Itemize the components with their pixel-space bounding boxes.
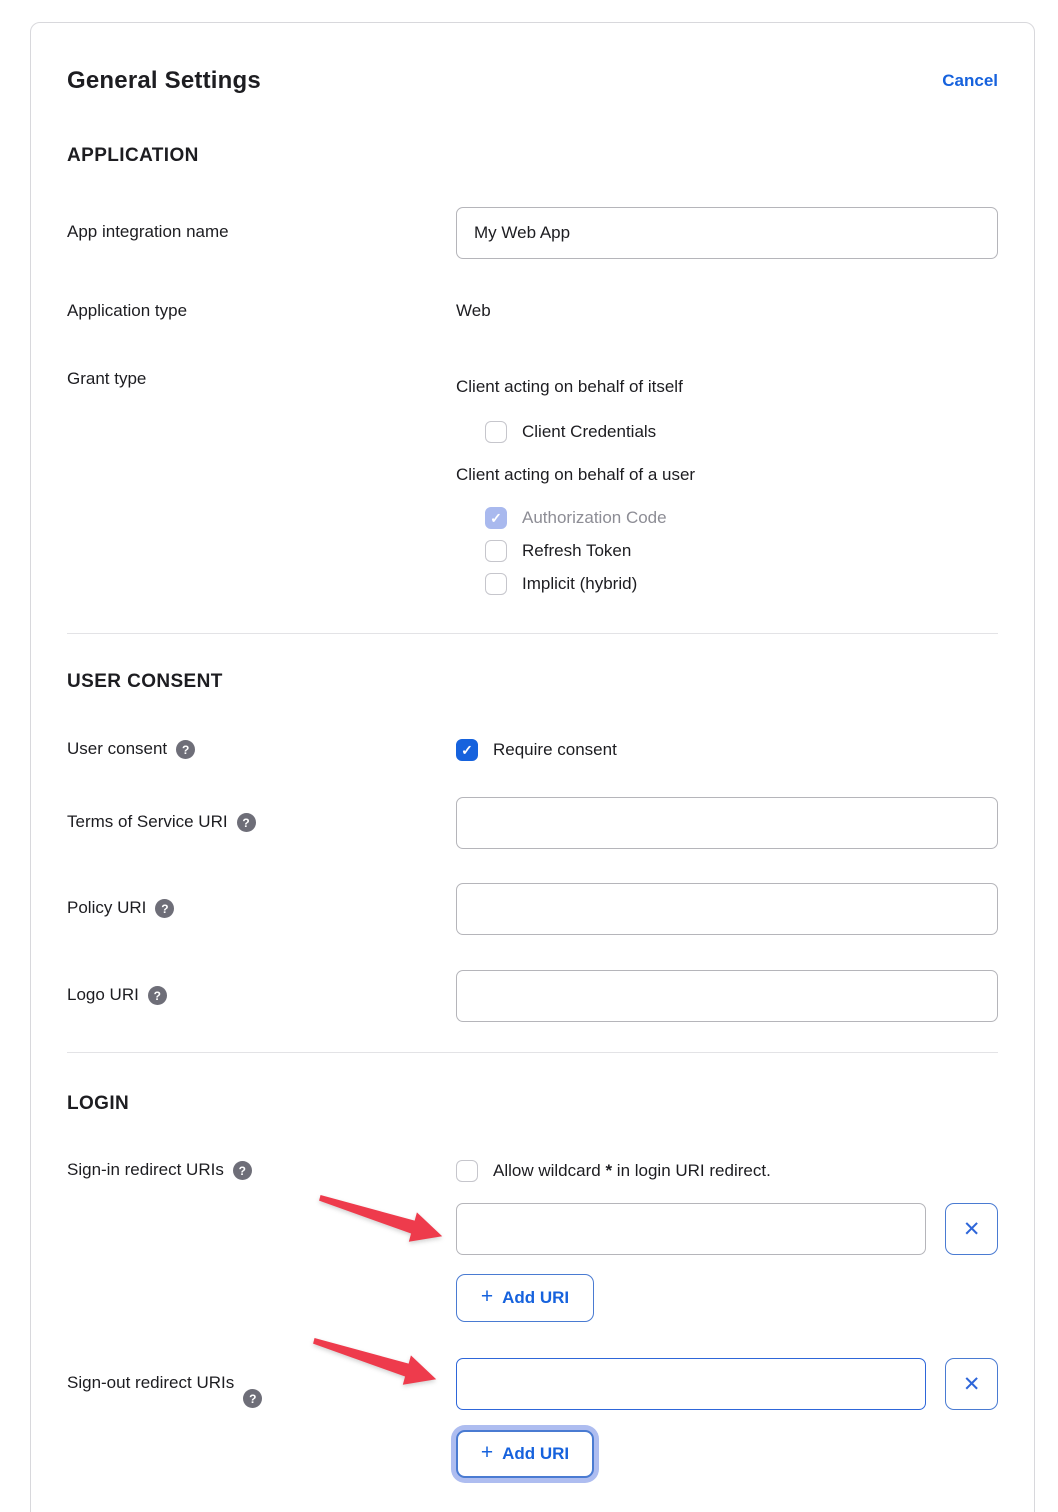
sign-in-redirect-uris-row	[67, 1160, 998, 1322]
user-consent-section-heading: USER CONSENT	[67, 671, 223, 692]
allow-wildcard-label: Allow wildcard * in login URI redirect.	[493, 1161, 771, 1180]
client-credentials-checkbox[interactable]	[485, 421, 507, 443]
sign-out-redirect-uri-input[interactable]	[456, 1358, 926, 1410]
add-sign-in-uri-button[interactable]: + Add URI	[456, 1274, 594, 1322]
client-credentials-label: Client Credentials	[522, 422, 657, 441]
implicit-hybrid-checkbox[interactable]	[485, 573, 507, 595]
logo-uri-input[interactable]	[456, 970, 998, 1022]
help-icon[interactable]: ?	[176, 740, 195, 759]
user-consent-label: User consent	[67, 739, 168, 758]
general-settings-panel	[30, 22, 1035, 1512]
page-title: General Settings	[67, 67, 261, 94]
help-icon[interactable]: ?	[148, 986, 167, 1005]
policy-uri-input[interactable]	[456, 883, 998, 935]
add-sign-out-uri-button[interactable]: + Add URI	[456, 1430, 594, 1478]
sign-out-redirect-uris-row	[67, 1358, 998, 1478]
logo-uri-label: Logo URI	[67, 985, 139, 1004]
application-type-row	[67, 301, 998, 321]
login-section-heading: LOGIN	[67, 1093, 130, 1114]
help-icon[interactable]: ?	[155, 899, 174, 918]
sign-out-uri-line	[456, 1358, 998, 1410]
require-consent-checkbox[interactable]	[456, 739, 478, 761]
grant-group-user-heading: Client acting on behalf of a user	[456, 465, 696, 484]
client-credentials-row	[456, 421, 998, 443]
help-icon[interactable]: ?	[233, 1161, 252, 1180]
terms-of-service-uri-input[interactable]	[456, 797, 998, 849]
grant-type-row	[67, 369, 998, 595]
annotation-arrow-sign-out	[312, 1337, 438, 1387]
terms-of-service-uri-label: Terms of Service URI	[67, 812, 228, 831]
panel-header	[67, 67, 998, 95]
authorization-code-checkbox	[485, 507, 507, 529]
sign-in-redirect-uris-label: Sign-in redirect URIs	[67, 1160, 224, 1179]
allow-wildcard-checkbox[interactable]	[456, 1160, 478, 1182]
application-section-heading: APPLICATION	[67, 145, 199, 166]
app-integration-name-label: App integration name	[67, 222, 229, 241]
app-integration-name-input[interactable]	[456, 207, 998, 259]
annotation-arrow-sign-in	[318, 1194, 444, 1244]
authorization-code-row	[456, 507, 998, 529]
policy-uri-label: Policy URI	[67, 898, 147, 917]
app-integration-name-row	[67, 207, 998, 259]
implicit-hybrid-row	[456, 573, 998, 595]
check-icon: ✓	[461, 742, 473, 758]
allow-wildcard-row	[456, 1160, 998, 1182]
sign-in-redirect-uri-input[interactable]	[456, 1203, 926, 1255]
application-type-label: Application type	[67, 301, 188, 320]
section-divider	[67, 1052, 998, 1053]
help-icon[interactable]: ?	[237, 813, 256, 832]
authorization-code-label: Authorization Code	[522, 508, 667, 527]
refresh-token-checkbox[interactable]	[485, 540, 507, 562]
close-icon: ✕	[962, 1217, 981, 1241]
application-type-value: Web	[456, 301, 491, 320]
cancel-button[interactable]: Cancel	[942, 71, 998, 90]
remove-sign-in-uri-button[interactable]	[945, 1203, 998, 1255]
user-consent-row	[67, 739, 998, 761]
grant-type-label: Grant type	[67, 369, 147, 388]
refresh-token-label: Refresh Token	[522, 541, 632, 560]
implicit-hybrid-label: Implicit (hybrid)	[522, 574, 638, 593]
section-divider	[67, 633, 998, 634]
grant-group-itself-heading: Client acting on behalf of itself	[456, 377, 683, 396]
remove-sign-out-uri-button[interactable]	[945, 1358, 998, 1410]
require-consent-label: Require consent	[493, 740, 617, 759]
logo-uri-row	[67, 970, 998, 1022]
policy-uri-row	[67, 883, 998, 935]
terms-of-service-uri-row	[67, 797, 998, 849]
plus-icon: +	[480, 1285, 494, 1308]
sign-out-redirect-uris-label: Sign-out redirect URIs	[67, 1373, 235, 1392]
check-icon: ✓	[490, 510, 502, 526]
refresh-token-row	[456, 540, 998, 562]
help-icon[interactable]: ?	[243, 1389, 262, 1408]
sign-in-uri-line	[456, 1203, 998, 1255]
plus-icon: +	[480, 1441, 494, 1464]
close-icon: ✕	[962, 1372, 981, 1396]
